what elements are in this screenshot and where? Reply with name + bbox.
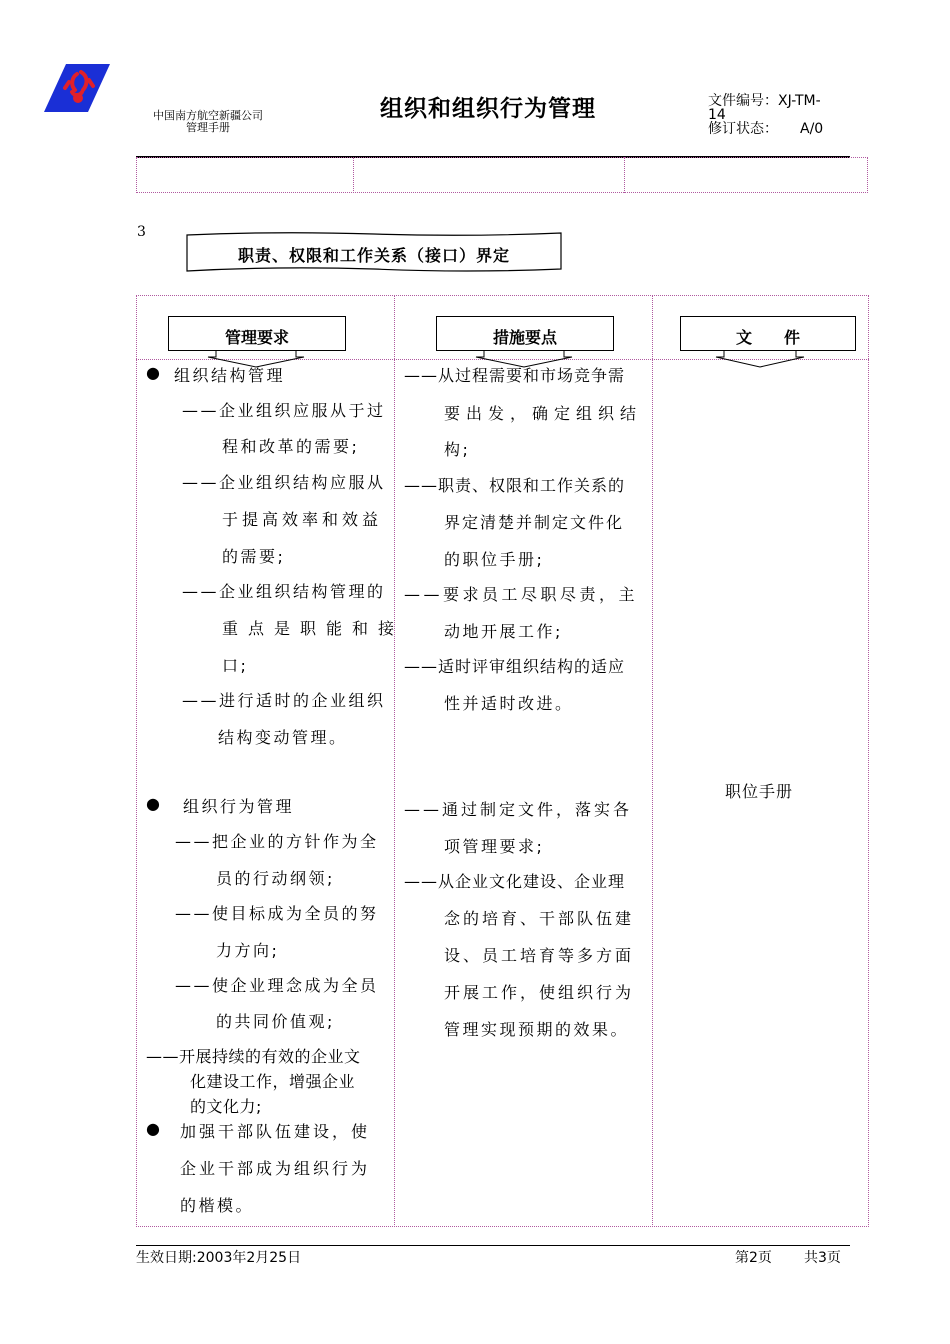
bullet-icon: ● [146,1119,160,1138]
measure-item: 界定清楚并制定文件化 [444,513,625,532]
requirement-item: ——使企业理念成为全员 [175,976,379,995]
measure-item: 构; [444,440,471,459]
company-line2: 管理手册 [186,121,230,134]
measure-item: 性并适时改进。 [444,694,574,713]
doc-no-value-b: 14 [708,107,726,123]
requirement-heading: 加强干部队伍建设，使 [180,1122,371,1141]
measure-item: 管理实现预期的效果。 [444,1020,630,1039]
requirement-heading: 组织行为管理 [183,797,295,816]
doc-no-label: 文件编号： [708,93,778,109]
measure-item: 设、员工培育等多方面 [444,946,635,965]
revision-table [136,157,868,193]
measure-item: 要出发，确定组织结 [444,404,643,423]
page-title: 组织和组织行为管理 [380,96,596,122]
document-number-block [708,94,858,136]
requirement-item: 力方向; [216,941,280,960]
company-name [148,110,268,134]
requirement-item: 重点是职能和接 [222,619,405,638]
footer-rule [136,1245,850,1246]
measure-item: 开展工作，使组织行为 [444,983,635,1002]
measure-item: ——从过程需要和市场竞争需 [404,366,626,385]
requirements-header: 管理要求 [224,328,289,347]
requirement-item: ——使目标成为全员的努 [175,904,379,923]
measure-item: ——职责、权限和工作关系的 [404,476,626,495]
measure-item: ——从企业文化建设、企业理 [404,872,626,891]
company-line1: 中国南方航空新疆公司 [153,109,263,122]
requirement-item: ——企业组织结构应服从 [182,473,386,492]
measure-item: ——适时评审组织结构的适应 [404,657,626,676]
requirement-heading: 企业干部成为组织行为 [180,1159,371,1178]
requirement-item: 的文化力; [190,1097,262,1116]
requirement-item: ——进行适时的企业组织 [182,691,386,710]
column-divider [394,295,395,1227]
requirement-item: 口; [222,656,249,675]
section-number: 3 [137,224,146,240]
requirement-item: 的共同价值观; [216,1012,335,1031]
measure-item: ——通过制定文件，落实各 [404,800,633,819]
revision-table-divider [353,157,354,193]
column-divider [652,295,653,1227]
requirement-item: ——开展持续的有效的企业文 [146,1047,361,1066]
requirement-item: 程和改革的需要; [222,437,360,456]
bullet-icon: ● [146,794,160,813]
revision-value: A/0 [800,121,824,137]
company-logo-icon [44,64,110,112]
requirement-item: 的需要; [222,547,286,566]
effective-date: 生效日期:2003年2月25日 [136,1250,302,1266]
bullet-icon: ● [146,363,160,382]
requirement-item: 于提高效率和效益 [222,510,383,529]
measure-item: 的职位手册; [444,550,545,569]
requirement-item: ——企业组织应服从于过 [182,401,386,420]
measure-item: ——要求员工尽职尽责，主 [404,585,639,604]
requirement-item: 化建设工作，增强企业 [190,1072,356,1091]
requirement-item: 员的行动纲领; [216,869,335,888]
page-number: 第2页 [735,1250,772,1266]
requirement-item: ——企业组织结构管理的 [182,582,386,601]
requirement-heading: 的楷模。 [180,1196,255,1215]
documents-header: 文 件 [735,328,800,347]
measure-item: 念的培育、干部队伍建 [444,909,635,928]
requirement-item: 结构变动管理。 [218,728,348,747]
requirement-item: ——把企业的方针作为全 [175,832,379,851]
measure-item: 动地开展工作; [444,622,563,641]
total-pages: 共3页 [804,1250,841,1266]
revision-label: 修订状态： [708,121,778,137]
doc-no-value-a: XJ-TM- [778,93,821,109]
requirement-heading: 组织结构管理 [174,366,286,385]
document-item: 职位手册 [725,782,794,801]
section-title: 职责、权限和工作关系（接口）界定 [237,246,510,265]
measure-item: 项管理要求; [444,837,545,856]
revision-table-divider [624,157,625,193]
measures-header: 措施要点 [492,328,557,347]
